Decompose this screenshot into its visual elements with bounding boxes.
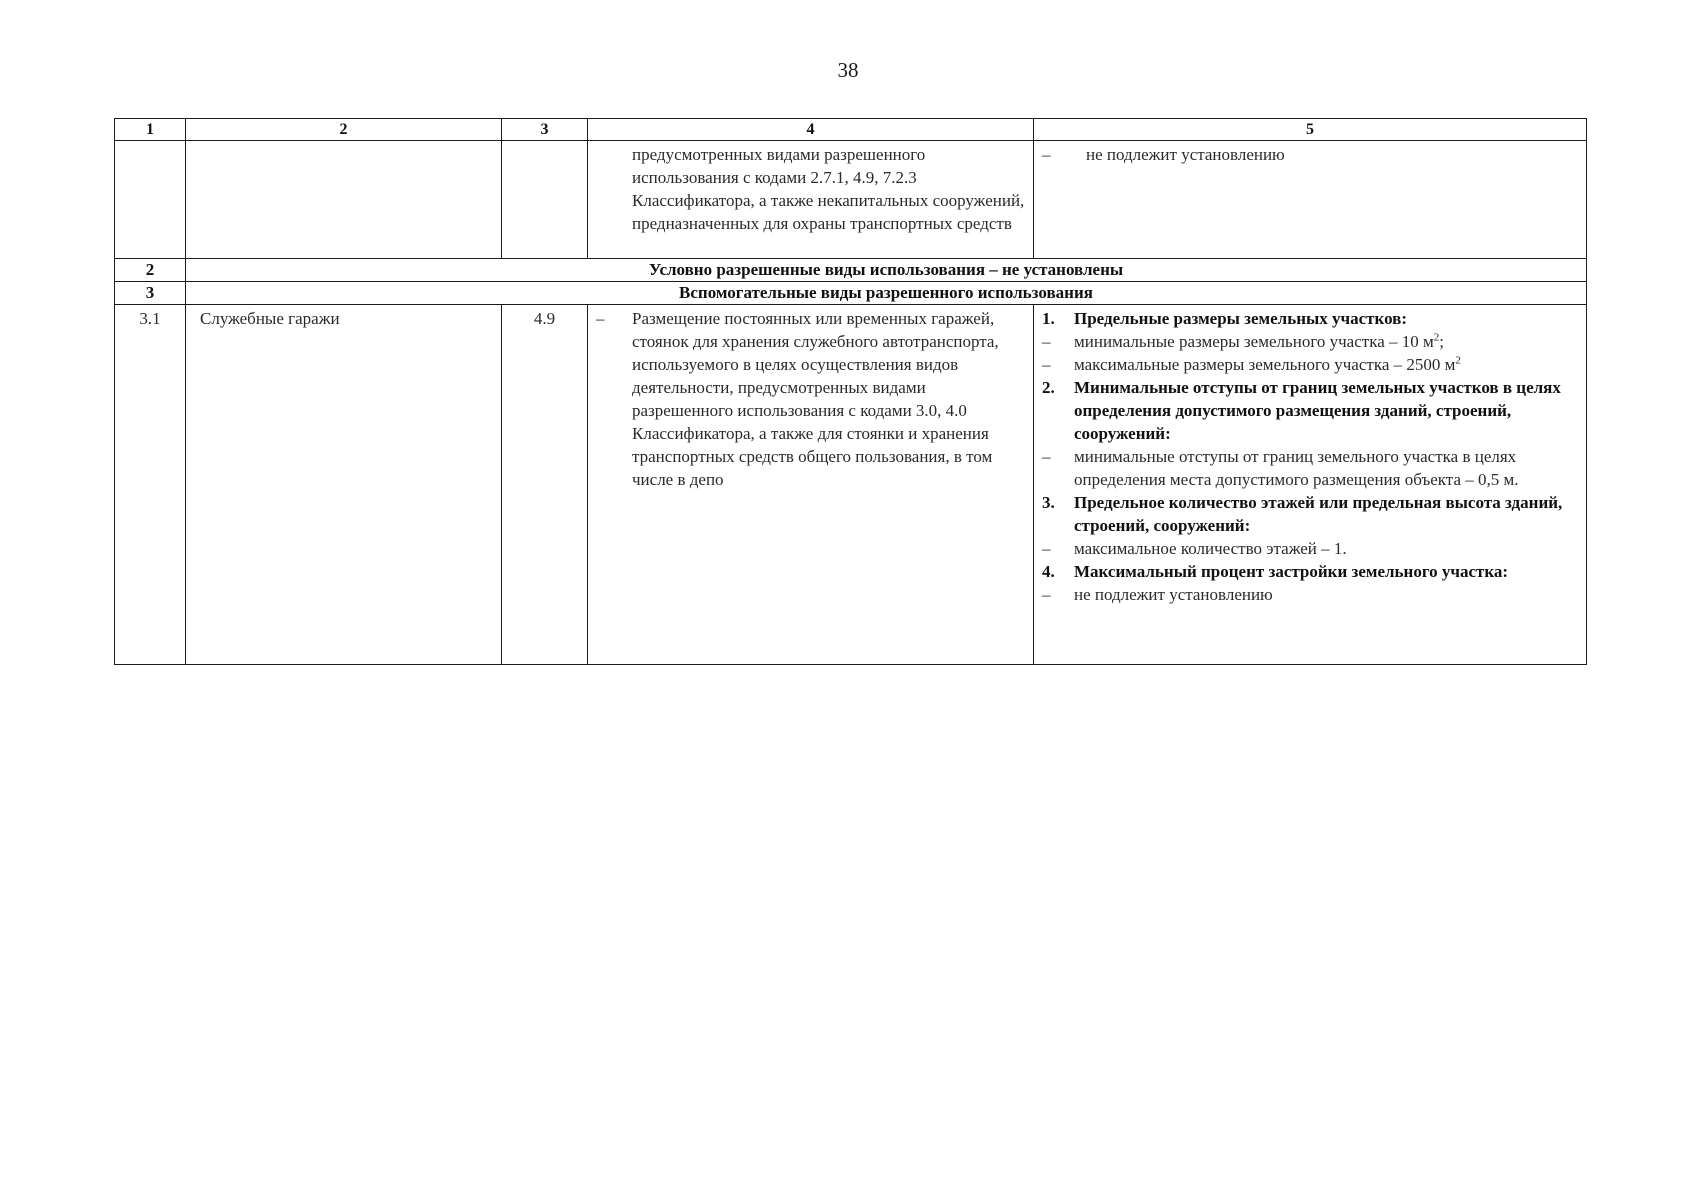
header-col-4: 4: [588, 119, 1034, 141]
page-number: 38: [837, 58, 859, 82]
description-text: Размещение постоянных или временных гаражей, стоянок для хранения служебного автотранспорта, используемого в целях осуществления видов деятельности, предусмотренных видами разрешенного использования с кодами 3.0, 4.0 Классификатора, а также для стоянки и хранения транспортных средств общего пользования, в том числе в депо: [632, 309, 999, 489]
param-item: – максимальные размеры земельного участка – 2500 $м^2$: [1042, 354, 1461, 374]
cell-number: [115, 141, 186, 259]
parameter-text: не подлежит установлению: [1086, 145, 1285, 164]
cell-name: [186, 141, 502, 259]
section-row-auxiliary: [115, 282, 1587, 305]
cell-description: [588, 305, 1034, 665]
bullet-dash: –: [596, 309, 605, 328]
table-row: [115, 305, 1587, 665]
section-number: 2: [115, 259, 186, 282]
cell-number: 3.1: [115, 305, 186, 665]
cell-name: Служебные гаражи: [186, 305, 502, 665]
bullet-dash: –: [1042, 145, 1051, 164]
param-heading: 1. Предельные размеры земельных участков:: [1042, 309, 1408, 328]
cell-parameters: [1034, 141, 1587, 259]
param-item: – не подлежит установлению: [1042, 585, 1273, 604]
header-col-3: 3: [502, 119, 588, 141]
cell-code: [502, 141, 588, 259]
header-col-2: 2: [186, 119, 502, 141]
param-item: – минимальные размеры земельного участка – 10 $м^2$;: [1042, 331, 1444, 351]
param-heading: 4. Максимальный процент застройки земельного участка:: [1042, 562, 1509, 581]
cell-code: 4.9: [502, 305, 588, 665]
param-heading: 2. Минимальные отступы от границ земельных участков в целях определения допустимого размещения зданий, строений, сооружений:: [1042, 378, 1561, 443]
section-row-conditional: [115, 259, 1587, 282]
table-header-row: [115, 119, 1587, 141]
description-text: предусмотренных видами разрешенного использования с кодами 2.7.1, 4.9, 7.2.3 Классификатора, а также некапитальных сооружений, предназначенных для охраны транспортных средств: [632, 145, 1025, 233]
section-number: 3: [115, 282, 186, 305]
header-col-1: 1: [115, 119, 186, 141]
section-title: Вспомогательные виды разрешенного использования: [186, 282, 1587, 305]
cell-parameters: [1034, 305, 1587, 665]
zoning-table: [114, 118, 1587, 665]
cell-description: [588, 141, 1034, 259]
section-title: Условно разрешенные виды использования – не установлены: [186, 259, 1587, 282]
header-col-5: 5: [1034, 119, 1587, 141]
param-item: – минимальные отступы от границ земельного участка в целях определения места допустимого размещения объекта – 0,5 м.: [1042, 447, 1519, 489]
table-row: [115, 141, 1587, 259]
param-item: – максимальное количество этажей – 1.: [1042, 539, 1347, 558]
param-heading: 3. Предельное количество этажей или предельная высота зданий, строений, сооружений:: [1042, 493, 1563, 535]
